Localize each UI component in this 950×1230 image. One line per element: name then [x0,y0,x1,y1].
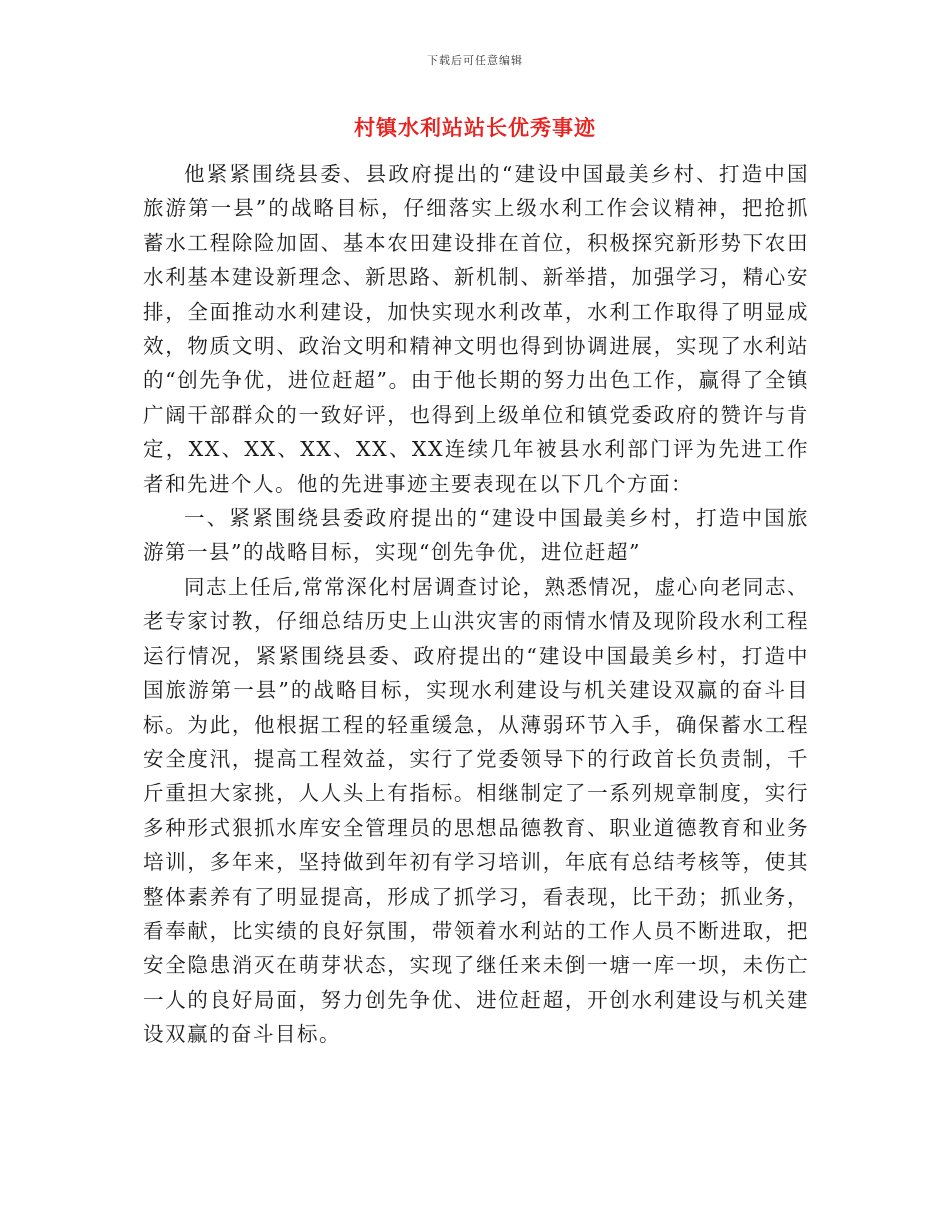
document-title: 村镇水利站站长优秀事迹 [354,115,596,140]
page-header-note: 下载后可任意编辑 [427,54,523,67]
paragraph-details: 同志上任后,常常深化村居调查讨论，熟悉情况，虚心向老同志、老专家讨教，仔细总结历史上山洪灾害的雨情水情及现阶段水利工程运行情况，紧紧围绕县委、政府提出的“建设中国最美乡村，打造中国旅游第一县”的战略目标，实现水利建设与机关建设双赢的奋斗目标。为此，他根据工程的轻重缓急，从薄弱环节入手，确保蓄水工程安全度汛，提高工程效益，实行了党委领导下的行政首长负责制，千斤重担大家挑，人人头上有指标。相继制定了一系列规章制度，实行多种形式狠抓水库安全管理员的思想品德教育、职业道德教育和业务培训，多年来，坚持做到年初有学习培训，年底有总结考核等，使其整体素养有了明显提高，形成了抓学习，看表现，比干劲；抓业务，看奉献，比实绩的良好氛围，带领着水利站的工作人员不断进取，把安全隐患消灭在萌芽状态，实现了继任来未倒一塘一库一坝，未伤亡一人的良好局面，努力创先争优、进位赶超，开创水利建设与机关建设双赢的奋斗目标。 [143,574,809,1047]
paragraph-section-heading: 一、紧紧围绕县委政府提出的“建设中国最美乡村，打造中国旅游第一县”的战略目标，实现“创先争优，进位赶超” [143,506,809,565]
paragraph-intro: 他紧紧围绕县委、县政府提出的“建设中国最美乡村、打造中国旅游第一县”的战略目标，仔细落实上级水利工作会议精神，把抢抓蓄水工程除险加固、基本农田建设排在首位，积极探究新形势下农田水利基本建设新理念、新思路、新机制、新举措，加强学习，精心安排，全面推动水利建设，加快实现水利改革，水利工作取得了明显成效，物质文明、政治文明和精神文明也得到协调进展，实现了水利站的“创先争优，进位赶超”。由于他长期的努力出色工作，赢得了全镇广阔干部群众的一致好评，也得到上级单位和镇党委政府的赞许与肯定，XX、XX、XX、XX、XX连续几年被县水利部门评为先进工作者和先进个人。他的先进事迹主要表现在以下几个方面： [143,162,809,496]
document-body [143,157,809,1052]
